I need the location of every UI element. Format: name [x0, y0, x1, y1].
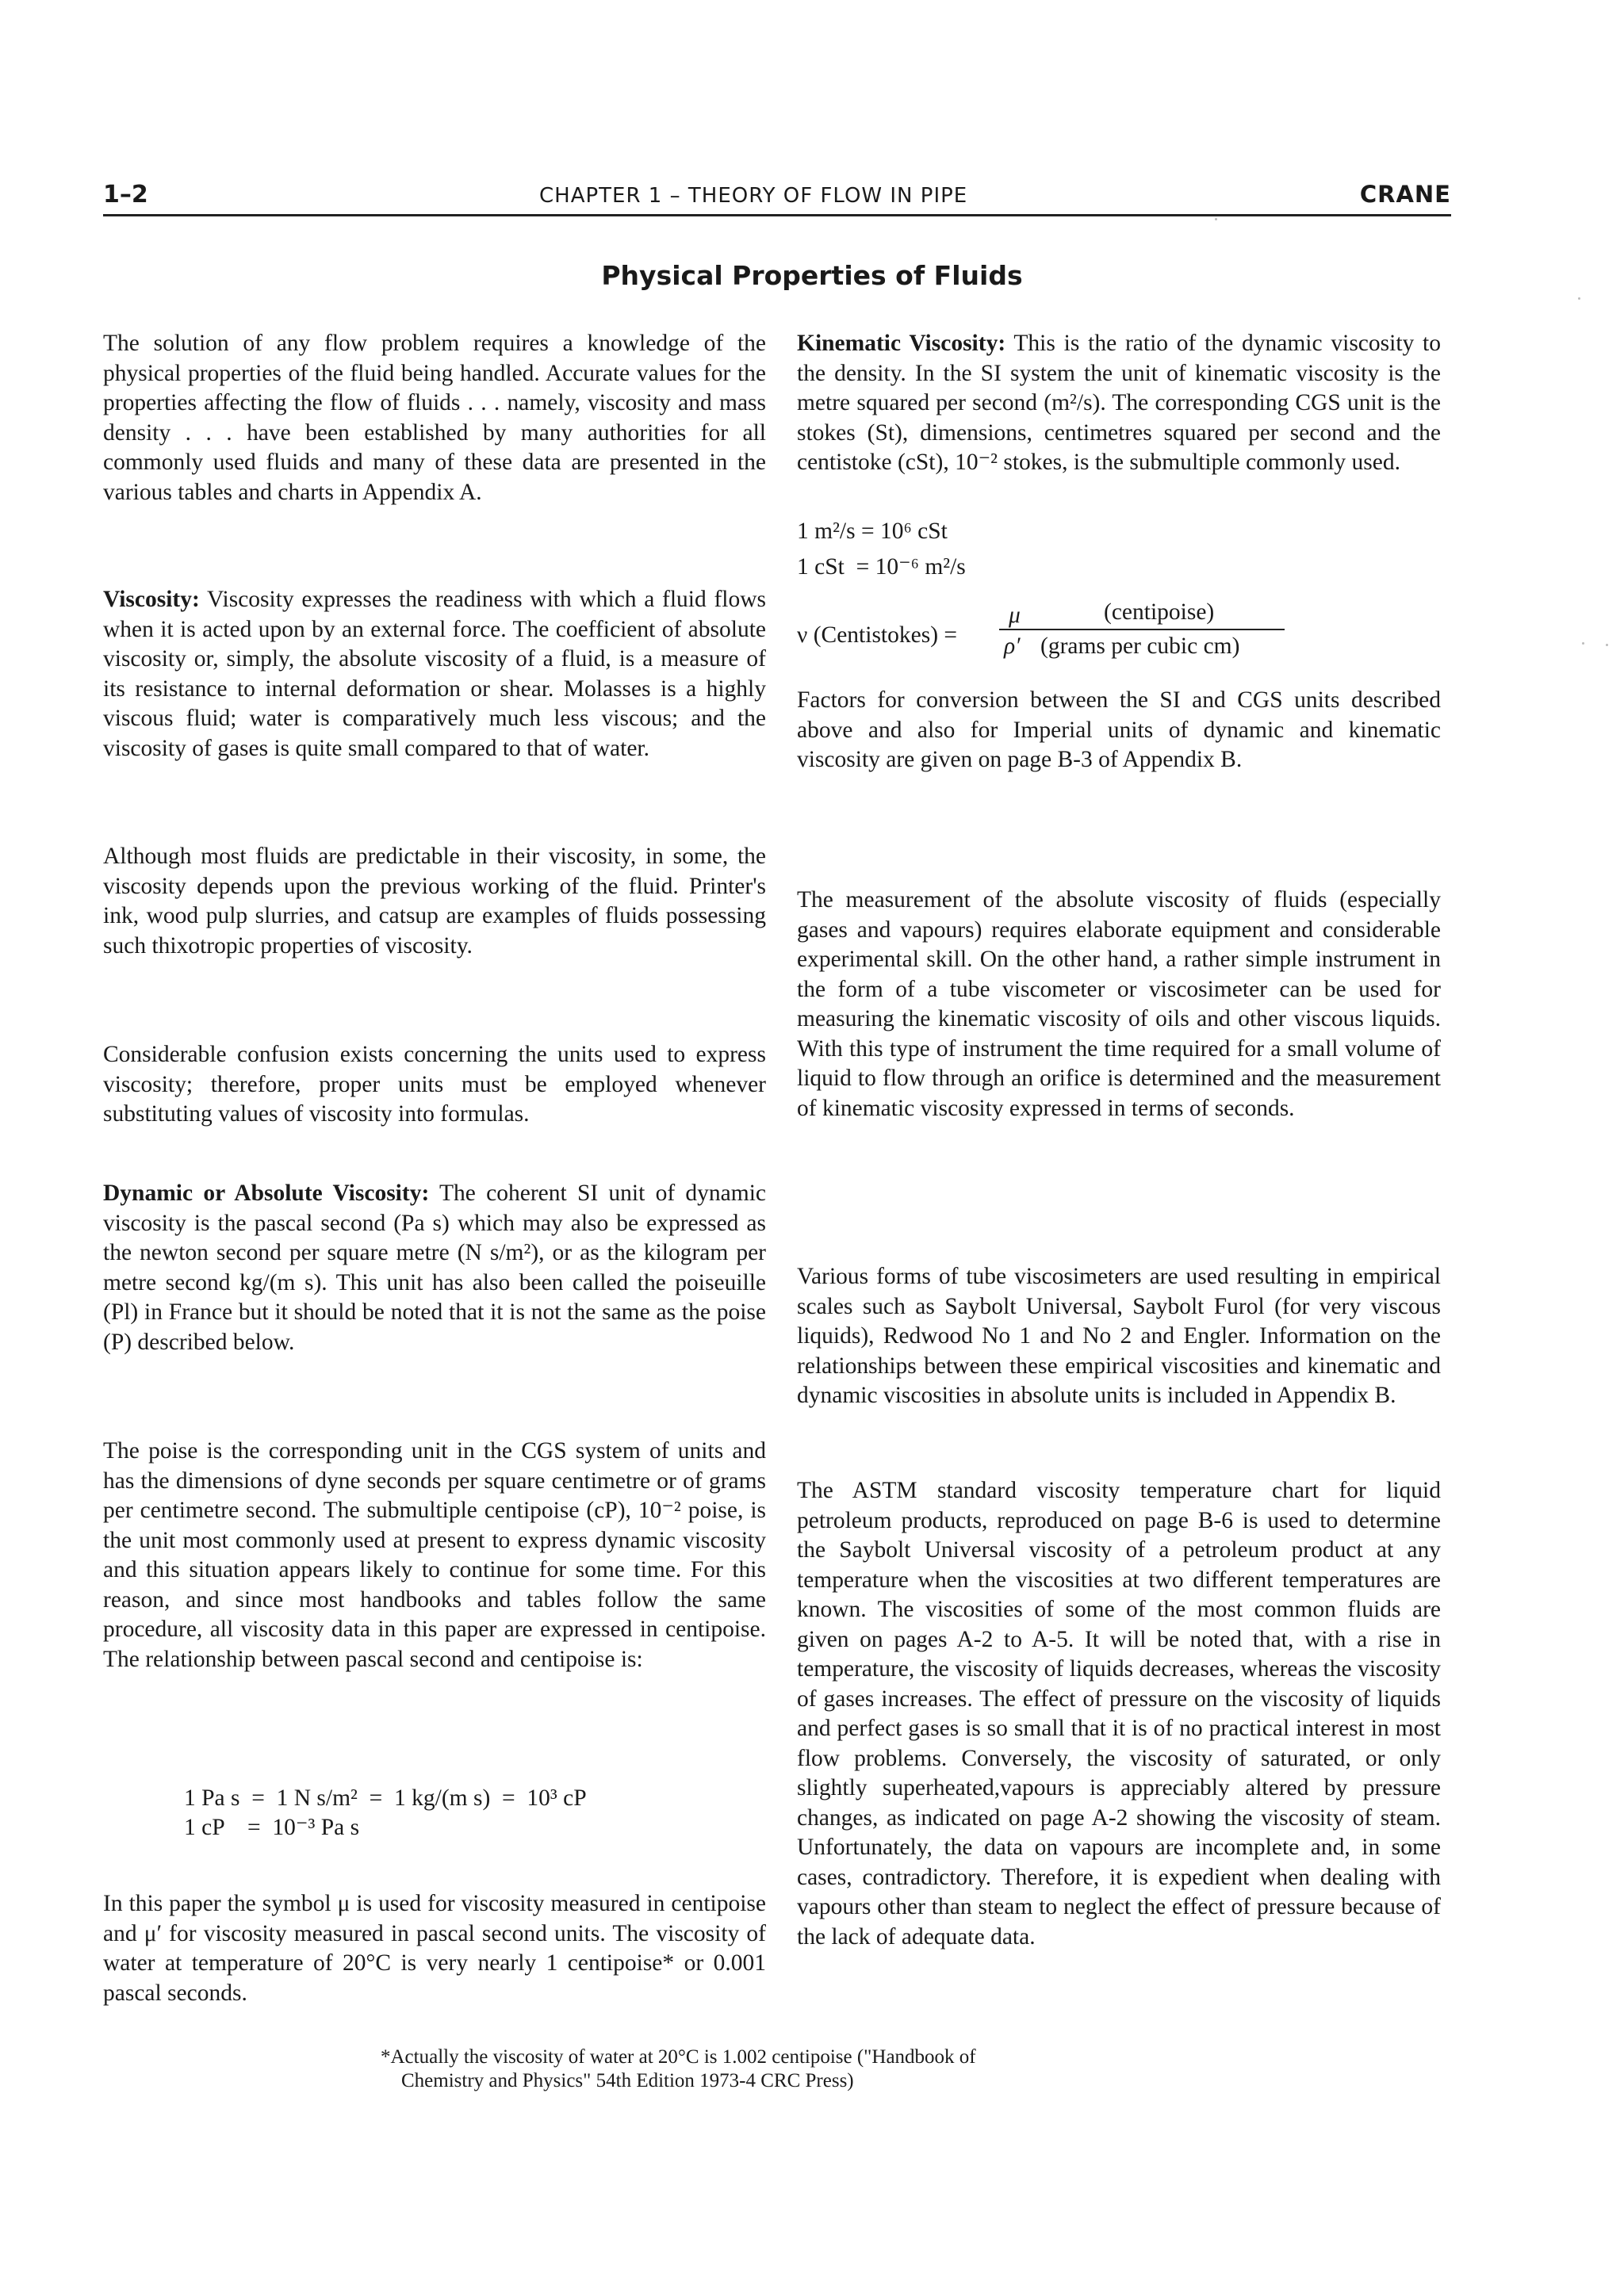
- dynamic-viscosity-label: Dynamic or Absolute Viscosity:: [103, 1181, 430, 1206]
- footnote: [381, 2045, 1253, 2093]
- centipoise-equation: 1 cP = 10⁻³ Pa s: [184, 1815, 360, 1840]
- page-number: 1–2: [103, 181, 148, 209]
- nu-denominator-text: (grams per cubic cm): [1040, 633, 1240, 659]
- dynamic-viscosity-text: The coherent SI unit of dynamic viscosity is the pascal second (Pa s) which may also be expressed as the newton second per square metre (N s/m²), or as the kilogram per metre second kg/(m s). This unit has also been called the poiseuille (Pl) in France but it should be noted that it is not the same as the poise (P) described below.: [103, 1181, 766, 1355]
- units-confusion-text: Considerable confusion exists concerning the units used to express viscosity; therefore, proper units must be employed whenever substituting values of viscosity into formulas.: [103, 1042, 766, 1127]
- page-title: Physical Properties of Fluids: [601, 260, 1023, 291]
- kinematic-viscosity-label: Kinematic Viscosity:: [797, 331, 1006, 356]
- viscosimeters-text: Various forms of tube viscosimeters are used resulting in empirical scales such as Saybolt Universal, Saybolt Furol (for very viscous liquids), Redwood No 1 and No 2 and Engler. Information on the relationships between these empirical viscosities and kinematic and dynamic viscosities in absolute units is included in Appendix B.: [797, 1264, 1441, 1408]
- nu-numerator-text: (centipoise): [1104, 599, 1215, 625]
- dynamic-viscosity-paragraph: [103, 1179, 766, 1357]
- scan-speck: [1606, 644, 1608, 646]
- brand-name: CRANE: [1359, 181, 1451, 208]
- units-confusion-paragraph: [103, 1040, 766, 1130]
- astm-paragraph: [797, 1476, 1441, 1952]
- intro-paragraph: [103, 329, 766, 507]
- intro-text: The solution of any flow problem requires a knowledge of the physical properties of the fluid being handled. Accurate values for the properties affecting the flow of fluids . . . namely, viscosity and mass density . . . have been established by many authorities for all commonly used fluids and many of these data are presented in the various tables and charts in Appendix A.: [103, 331, 766, 505]
- header-rule: [103, 214, 1451, 216]
- chapter-heading: CHAPTER 1 – THEORY OF FLOW IN PIPE: [539, 184, 968, 208]
- viscosimeters-paragraph: [797, 1262, 1441, 1411]
- m2s-equation: 1 m²/s = 10⁶ cSt: [797, 519, 948, 544]
- scan-speck: [1578, 297, 1580, 300]
- thixotropic-text: Although most fluids are predictable in their viscosity, in some, the viscosity depends upon the previous working of the fluid. Printer's ink, wood pulp slurries, and catsup are examples of fluids possessing such thixotropic properties of viscosity.: [103, 844, 766, 959]
- pascal-equation: 1 Pa s = 1 N s/m² = 1 kg/(m s) = 10³ cP: [184, 1785, 587, 1811]
- kinematic-viscosity-paragraph: [797, 329, 1441, 478]
- measurement-text: The measurement of the absolute viscosity of fluids (especially gases and vapours) requires elaborate equipment and considerable experimental skill. On the other hand, a rather simple instrument in the form of a tube viscometer or viscosimeter can be used for measuring the kinematic viscosity of oils and other viscous liquids. With this type of instrument the time required for a small volume of liquid to flow through an orifice is determined and the measurement of kinematic viscosity expressed in terms of seconds.: [797, 887, 1441, 1121]
- poise-paragraph: [103, 1437, 766, 1674]
- footnote-line-1: *Actually the viscosity of water at 20°C is 1.002 centipoise ("Handbook of: [381, 2046, 976, 2068]
- viscosity-paragraph: [103, 585, 766, 763]
- nu-denominator-symbol: ρ′: [1004, 633, 1021, 659]
- conversion-text: Factors for conversion between the SI and CGS units described above and also for Imperial units of dynamic and kinematic viscosity are given on page B-3 of Appendix B.: [797, 687, 1441, 772]
- nu-lhs: ν (Centistokes) =: [797, 622, 958, 648]
- symbol-paragraph: [103, 1889, 766, 2008]
- nu-numerator-symbol: μ: [1009, 603, 1021, 628]
- measurement-paragraph: [797, 886, 1441, 1123]
- kinematic-viscosity-text: This is the ratio of the dynamic viscosity to the density. In the SI system the unit of kinematic viscosity is the metre squared per second (m²/s). The corresponding CGS unit is the stokes (St), dimensions, centimetres squared per second and the centistoke (cSt), 10⁻² stokes, is the submultiple commonly used.: [797, 331, 1442, 475]
- cst-equation: 1 cSt = 10⁻⁶ m²/s: [797, 554, 966, 580]
- thixotropic-paragraph: [103, 842, 766, 961]
- viscosity-label: Viscosity:: [103, 587, 200, 612]
- astm-text: The ASTM standard viscosity temperature chart for liquid petroleum products, reproduced on page B-6 is used to determine the Saybolt Universal viscosity of a petroleum product at any temperature when the viscosities at two different temperatures are known. The viscosities of some of the most common fluids are given on pages A-2 to A-5. It will be noted that, with a rise in temperature, the viscosity of liquids decreases, whereas the viscosity of gases increases. The effect of pressure on the viscosity of liquids and perfect gases is so small that it is of no practical interest in most flow problems. Conversely, the viscosity of saturated, or only slightly superheated,vapours is appreciably altered by pressure changes, as indicated on page A-2 showing the viscosity of steam. Unfortunately, the data on vapours are incomplete and, in some cases, contradictory. Therefore, it is expedient when dealing with vapours other than steam to neglect the effect of pressure because of the lack of adequate data.: [797, 1478, 1441, 1950]
- fraction-bar: [999, 629, 1285, 630]
- symbol-text: In this paper the symbol μ is used for viscosity measured in centipoise and μ′ for viscosity measured in pascal second units. The viscosity of water at temperature of 20°C is very nearly 1 centipoise* or 0.001 pascal seconds.: [103, 1891, 766, 2006]
- scan-speck: [1582, 642, 1584, 645]
- poise-text: The poise is the corresponding unit in the CGS system of units and has the dimensions of dyne seconds per square centimetre or of grams per centimetre second. The submultiple centipoise (cP), 10⁻² poise, is the unit most commonly used at present to express dynamic viscosity and this situation appears likely to continue for some time. For this reason, and since most handbooks and tables follow the same procedure, all viscosity data in this paper are expressed in centipoise. The relationship between pascal second and centipoise is:: [103, 1438, 766, 1672]
- conversion-paragraph: [797, 686, 1441, 775]
- footnote-line-2: Chemistry and Physics" 54th Edition 1973-4 CRC Press): [401, 2070, 854, 2091]
- scan-speck: [1215, 218, 1217, 220]
- viscosity-text: Viscosity expresses the readiness with which a fluid flows when it is acted upon by an external force. The coefficient of absolute viscosity or, simply, the absolute viscosity of a fluid, is a measure of its resistance to internal deformation or shear. Molasses is a highly viscous fluid; water is comparatively much less viscous; and the viscosity of gases is quite small compared to that of water.: [103, 587, 766, 761]
